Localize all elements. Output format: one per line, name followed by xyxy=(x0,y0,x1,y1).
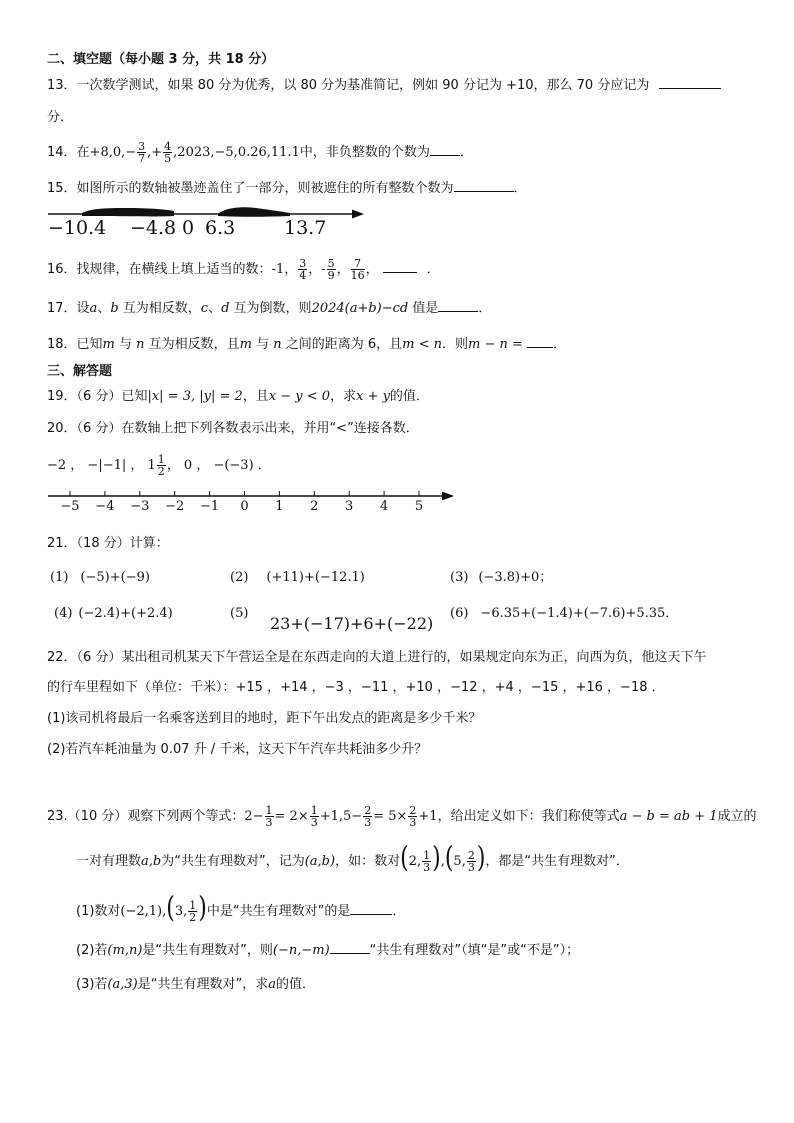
question-23 xyxy=(47,802,757,832)
q23-text: 为“共生有理数对”，记为 xyxy=(161,854,305,869)
q23-text: ，都是“共生有理数对”． xyxy=(485,854,629,869)
q23-text: 成立的 xyxy=(717,809,757,824)
question-19 xyxy=(47,389,429,405)
q23-text: ，如：数对 xyxy=(335,854,401,869)
equation: +1,5− xyxy=(319,809,363,824)
q16-sep: ， xyxy=(336,262,350,277)
q19-inequality: x − y < 0 xyxy=(268,389,331,404)
q17-text: 互为相反数， xyxy=(118,301,201,316)
denominator: 7 xyxy=(138,152,146,165)
numerator: 2 xyxy=(409,804,417,817)
q23-text: (1)数对 xyxy=(76,904,121,919)
q18-expression: m − n = xyxy=(468,337,523,352)
q23-part-2 xyxy=(76,943,579,959)
question-16 xyxy=(47,255,440,285)
calc-5-label: (5) xyxy=(230,606,249,621)
q20-number-list: ， 0 ， −(−3) ． xyxy=(166,458,271,473)
numerator: 2 xyxy=(467,849,475,862)
q14-end: ． xyxy=(459,145,473,160)
denominator: 3 xyxy=(364,816,372,829)
q23-text: 的值． xyxy=(275,977,315,992)
calc-3 xyxy=(450,570,552,586)
q14-numbers: ,2023,−5,0.26,11.1 xyxy=(173,145,300,160)
q23-text: (2)若 xyxy=(76,943,108,958)
tick-label: −1 xyxy=(200,499,220,514)
q19-text: ，求 xyxy=(330,389,357,404)
q16-sep: ，- xyxy=(308,262,326,277)
q17-text: 互为倒数，则 xyxy=(229,301,312,316)
axis-label: 13.7 xyxy=(284,217,327,239)
q14-numbers: ,+ xyxy=(147,145,163,160)
q18-text: ．则 xyxy=(442,337,469,352)
axis-label: 6.3 xyxy=(205,217,236,239)
numerator: 2 xyxy=(364,804,372,817)
q14-lead: 14．在 xyxy=(47,145,90,160)
tick-label: 4 xyxy=(379,499,389,514)
q23-text: ，给出定义如下：我们称使等式 xyxy=(437,809,620,824)
var-a: a xyxy=(89,301,98,316)
q23-part-1: (1)数对(−2,1),(3, $\frac{1}{2}$ )中是“共生有理数对”的是 ． xyxy=(76,892,406,925)
pair-notation: (a,b) xyxy=(304,854,336,869)
q19-text: 的值． xyxy=(389,389,429,404)
question-21: 21．（18 分）计算： xyxy=(47,536,169,551)
q23-line-2: 一对有理数a,b为“共生有理数对”，记为(a,b)，如：数对(2, $\frac{1}{3}$ ),(5, $\frac{2}{3}$ )，都是“共生有理数对”． xyxy=(76,842,629,875)
numerator: 7 xyxy=(351,258,365,270)
answer-blank xyxy=(454,190,514,192)
q13-tail: 分． xyxy=(47,110,74,125)
tick-label: 0 xyxy=(240,499,249,514)
fraction xyxy=(467,850,476,873)
fraction xyxy=(363,805,372,828)
var-m: m xyxy=(239,337,252,352)
q18-text: 之间的距离为 6，且 xyxy=(281,337,403,352)
section-title-solve: 三、解答题 xyxy=(47,364,113,379)
q18-text: 互为相反数，且 xyxy=(144,337,240,352)
fraction xyxy=(163,141,172,164)
q19-expression: x + y xyxy=(356,389,390,404)
calc-1 xyxy=(50,570,150,586)
pair: (m,n) xyxy=(107,943,143,958)
tick-label: 2 xyxy=(310,499,319,514)
denominator: 3 xyxy=(423,861,431,874)
q17-end: ． xyxy=(478,301,492,316)
calc-5: 23+(−17)+6+(−22) xyxy=(270,614,434,633)
var-n: n xyxy=(273,337,282,352)
fraction xyxy=(298,258,307,281)
definition-equation: a − b = ab + 1 xyxy=(619,809,718,824)
tick-label: −2 xyxy=(165,499,185,514)
q16-text: 16．找规律，在横线上填上适当的数： xyxy=(47,262,272,277)
denominator: 2 xyxy=(189,911,197,924)
q18-inequality: m < n xyxy=(402,337,443,352)
denominator: 4 xyxy=(299,269,307,282)
numerator: 1 xyxy=(310,804,318,817)
calc-2 xyxy=(230,570,365,586)
pair: (−2,1), xyxy=(120,904,167,919)
pair: (−n,−m) xyxy=(272,943,330,958)
var-pair: a,b xyxy=(141,854,162,869)
axis-label: 0 xyxy=(182,217,195,239)
question-20: 20．（6 分）在数轴上把下列各数表示出来，并用“<”连接各数． xyxy=(47,421,419,436)
var-b: b xyxy=(110,301,119,316)
q23-text: (3)若 xyxy=(76,977,108,992)
numerator: 4 xyxy=(164,140,172,153)
q23-text: 一对有理数 xyxy=(76,854,142,869)
q17-expression: 2024(a+b)−cd xyxy=(311,301,409,316)
q18-text: 与 xyxy=(251,337,274,352)
fraction xyxy=(137,141,146,164)
expression: (−3.8)+0； xyxy=(478,570,553,585)
q15-text: 15．如图所示的数轴被墨迹盖住了一部分，则被遮住的所有整数个数为 xyxy=(47,181,454,196)
pair: (a,3) xyxy=(107,977,138,992)
ink-blot xyxy=(82,208,174,216)
numerator: 1 xyxy=(423,849,431,862)
fraction xyxy=(351,258,365,281)
equation: 2− xyxy=(244,809,264,824)
answer-blank xyxy=(430,154,460,156)
q23-text: 是“共生有理数对”，求 xyxy=(137,977,269,992)
fraction xyxy=(408,805,417,828)
fraction xyxy=(188,900,197,923)
var-d: d xyxy=(221,301,230,316)
axis-label: −4.8 xyxy=(130,217,177,239)
q18-text: 18．已知 xyxy=(47,337,103,352)
question-22: 22．（6 分）某出租司机某天下午营运全是在东西走向的大道上进行的，如果规定向东为正，向西为负，他这天下午 xyxy=(47,650,707,665)
denominator: 16 xyxy=(350,269,365,282)
var-m: m xyxy=(102,337,115,352)
q16-sep: ， xyxy=(365,262,379,277)
q13-text: 13．一次数学测试，如果 80 分为优秀，以 80 分为基准简记，例如 90 分记为 +10，那么 70 分应记为 xyxy=(47,78,650,93)
q23-text: 是“共生有理数对”，则 xyxy=(142,943,273,958)
question-15 xyxy=(47,181,527,197)
fraction xyxy=(265,805,274,828)
item-label: (6) xyxy=(450,606,469,621)
fraction xyxy=(327,258,336,281)
equation: +1 xyxy=(418,809,438,824)
section-title-fill-in: 二、填空题（每小题 3 分，共 18 分） xyxy=(47,52,275,67)
q23-part-3 xyxy=(76,977,315,993)
q17-text: 值是 xyxy=(408,301,439,316)
q16-term: -1， xyxy=(271,262,298,277)
q19-condition: |x| = 3, |y| = 2 xyxy=(147,389,243,404)
q16-end: ． xyxy=(426,262,440,277)
ink-blot xyxy=(218,207,290,217)
q22-data: 的行车里程如下（单位：千米）：+15 ，+14 ，−3 ，−11 ，+10 ，−12 ，+4 ，−15 ，+16 ，−18 ． xyxy=(47,680,665,695)
var-a: a xyxy=(268,977,276,992)
numerator: 3 xyxy=(138,140,146,153)
answer-blank xyxy=(527,346,553,348)
expression: −6.35+(−1.4)+(−7.6)+5.35． xyxy=(480,606,679,621)
q23-text: “共生有理数对”（填“是”或“不是”）； xyxy=(369,943,580,958)
question-13 xyxy=(47,78,721,94)
q20-number-list: −2 ， −|−1| ， 1 xyxy=(47,458,156,473)
tick-label: −4 xyxy=(95,499,115,514)
denominator: 5 xyxy=(164,152,172,165)
pair: 3, xyxy=(174,904,188,919)
answer-blank xyxy=(438,310,478,312)
numerator: 5 xyxy=(327,257,335,270)
q23-text: 23.（10 分）观察下列两个等式： xyxy=(47,809,245,824)
item-label: (4) xyxy=(54,606,73,621)
fraction xyxy=(310,805,319,828)
tick-label: −5 xyxy=(60,499,80,514)
var-n: n xyxy=(136,337,145,352)
denominator: 9 xyxy=(327,269,335,282)
q23-text: 中是“共生有理数对”的是 xyxy=(206,904,351,919)
fraction xyxy=(422,850,431,873)
q19-text: ，且 xyxy=(242,389,269,404)
question-17 xyxy=(47,301,491,317)
q15-end: ． xyxy=(513,181,527,196)
q18-text: 与 xyxy=(114,337,137,352)
q20-numbers xyxy=(47,451,271,481)
item-label: (2) xyxy=(230,570,249,585)
equation: = 2× xyxy=(274,809,309,824)
calc-6 xyxy=(450,606,678,622)
q17-text: 、 xyxy=(208,301,222,316)
item-label: (3) xyxy=(450,570,469,585)
tick-label: 1 xyxy=(275,499,284,514)
q22-part-1: (1)该司机将最后一名乘客送到目的地时，距下午出发点的距离是多少千米？ xyxy=(47,711,482,726)
answer-blank xyxy=(350,913,392,915)
question-18 xyxy=(47,337,566,353)
answer-blank xyxy=(659,87,721,89)
q17-text: 17．设 xyxy=(47,301,90,316)
numerator: 1 xyxy=(265,804,273,817)
q19-text: 19．（6 分）已知 xyxy=(47,389,148,404)
numerator: 3 xyxy=(299,257,307,270)
pair-example: 5, xyxy=(453,854,466,869)
expression: (+11)+(−12.1) xyxy=(266,570,365,585)
fraction xyxy=(157,454,166,477)
q18-end: ． xyxy=(552,337,566,352)
answer-blank xyxy=(383,271,417,273)
item-label: (1) xyxy=(50,570,69,585)
question-14 xyxy=(47,138,473,168)
tick-label: −3 xyxy=(130,499,150,514)
var-c: c xyxy=(200,301,209,316)
denominator: 3 xyxy=(409,816,417,829)
tick-label: 3 xyxy=(345,499,354,514)
calc-4 xyxy=(54,606,173,622)
q14-numbers: +8,0,− xyxy=(89,145,137,160)
axis-label: −10.4 xyxy=(48,217,107,239)
numerator: 1 xyxy=(189,899,197,912)
denominator: 3 xyxy=(467,861,475,874)
expression: (−2.4)+(+2.4) xyxy=(78,606,173,621)
expression: (−5)+(−9) xyxy=(80,570,150,585)
denominator: 3 xyxy=(265,816,273,829)
q17-text: 、 xyxy=(97,301,111,316)
pair-example: 2, xyxy=(408,854,422,869)
equation: = 5× xyxy=(373,809,408,824)
denominator: 2 xyxy=(157,465,165,478)
q14-text: 中，非负整数的个数为 xyxy=(299,145,430,160)
q23-text: ． xyxy=(392,904,406,919)
numerator: 1 xyxy=(157,453,165,466)
answer-blank xyxy=(330,952,370,954)
q22-part-2: (2)若汽车耗油量为 0.07 升 / 千米，这天下午汽车共耗油多少升？ xyxy=(47,742,428,757)
denominator: 3 xyxy=(310,816,318,829)
tick-label: 5 xyxy=(414,499,424,514)
